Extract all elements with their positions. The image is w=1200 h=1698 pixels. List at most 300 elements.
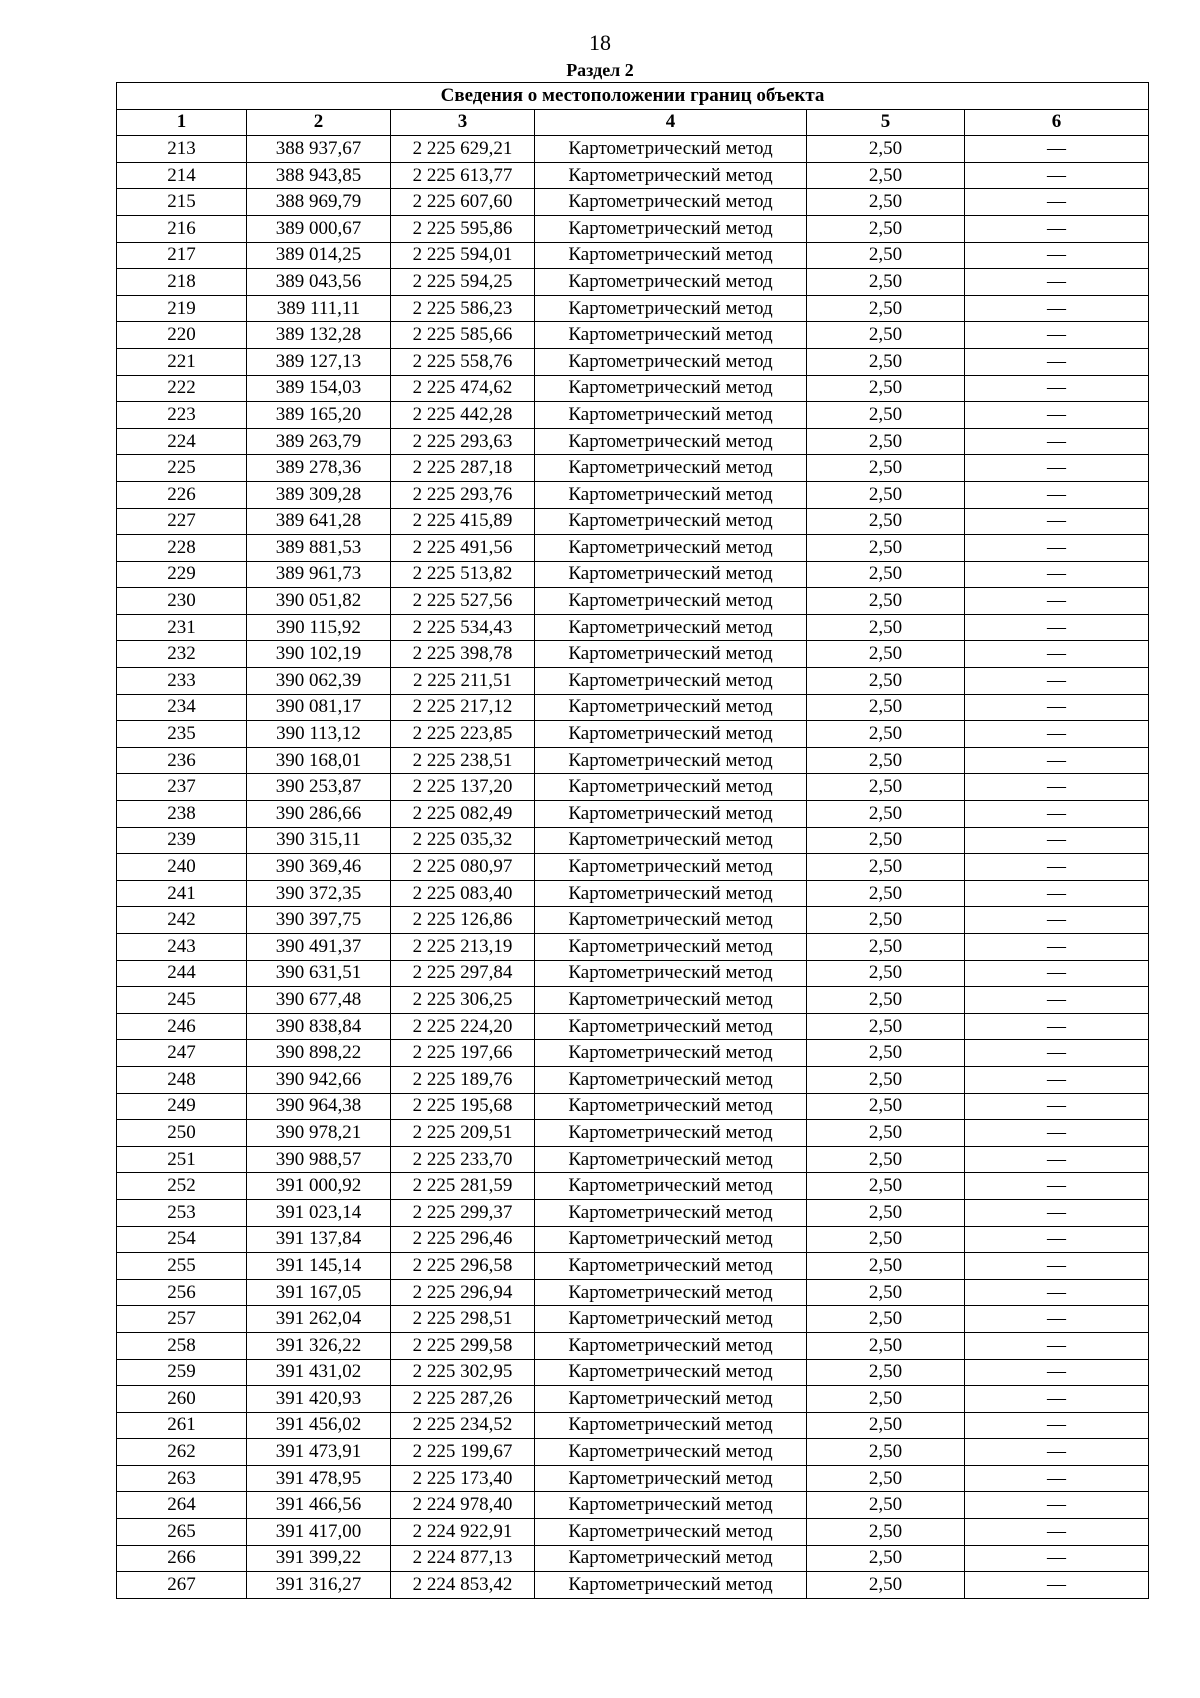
accuracy-cell: 2,50 [807, 348, 965, 375]
method-cell: Картометрический метод [535, 1572, 807, 1599]
x-coordinate-cell: 390 315,11 [247, 827, 391, 854]
y-coordinate-cell: 2 225 223,85 [391, 721, 535, 748]
point-number-cell: 259 [117, 1359, 247, 1386]
point-number-cell: 246 [117, 1013, 247, 1040]
point-number-cell: 222 [117, 375, 247, 402]
description-cell: — [965, 1253, 1149, 1280]
x-coordinate-cell: 390 369,46 [247, 854, 391, 881]
y-coordinate-cell: 2 225 558,76 [391, 348, 535, 375]
accuracy-cell: 2,50 [807, 1332, 965, 1359]
table-row [117, 1439, 1149, 1466]
point-number-cell: 256 [117, 1279, 247, 1306]
table-row [117, 1040, 1149, 1067]
description-cell: — [965, 880, 1149, 907]
table-row [117, 242, 1149, 269]
description-cell: — [965, 508, 1149, 535]
method-cell: Картометрический метод [535, 1253, 807, 1280]
method-cell: Картометрический метод [535, 1519, 807, 1546]
table-row [117, 428, 1149, 455]
table-row [117, 481, 1149, 508]
y-coordinate-cell: 2 225 224,20 [391, 1013, 535, 1040]
y-coordinate-cell: 2 225 217,12 [391, 694, 535, 721]
x-coordinate-cell: 391 167,05 [247, 1279, 391, 1306]
accuracy-cell: 2,50 [807, 987, 965, 1014]
accuracy-cell: 2,50 [807, 1306, 965, 1333]
x-coordinate-cell: 391 262,04 [247, 1306, 391, 1333]
x-coordinate-cell: 390 286,66 [247, 801, 391, 828]
description-cell: — [965, 1306, 1149, 1333]
accuracy-cell: 2,50 [807, 588, 965, 615]
accuracy-cell: 2,50 [807, 1412, 965, 1439]
accuracy-cell: 2,50 [807, 428, 965, 455]
accuracy-cell: 2,50 [807, 295, 965, 322]
accuracy-cell: 2,50 [807, 402, 965, 429]
coordinates-table [116, 82, 1149, 1599]
point-number-cell: 248 [117, 1066, 247, 1093]
method-cell: Картометрический метод [535, 721, 807, 748]
method-cell: Картометрический метод [535, 215, 807, 242]
accuracy-cell: 2,50 [807, 1519, 965, 1546]
x-coordinate-cell: 390 372,35 [247, 880, 391, 907]
y-coordinate-cell: 2 225 173,40 [391, 1465, 535, 1492]
table-row [117, 907, 1149, 934]
method-cell: Картометрический метод [535, 1332, 807, 1359]
y-coordinate-cell: 2 225 126,86 [391, 907, 535, 934]
description-cell: — [965, 561, 1149, 588]
table-row [117, 1093, 1149, 1120]
point-number-cell: 239 [117, 827, 247, 854]
accuracy-cell: 2,50 [807, 880, 965, 907]
point-number-cell: 227 [117, 508, 247, 535]
accuracy-cell: 2,50 [807, 322, 965, 349]
method-cell: Картометрический метод [535, 1173, 807, 1200]
x-coordinate-cell: 391 145,14 [247, 1253, 391, 1280]
method-cell: Картометрический метод [535, 535, 807, 562]
accuracy-cell: 2,50 [807, 215, 965, 242]
method-cell: Картометрический метод [535, 827, 807, 854]
point-number-cell: 214 [117, 162, 247, 189]
description-cell: — [965, 1173, 1149, 1200]
method-cell: Картометрический метод [535, 880, 807, 907]
accuracy-cell: 2,50 [807, 641, 965, 668]
method-cell: Картометрический метод [535, 1146, 807, 1173]
y-coordinate-cell: 2 225 613,77 [391, 162, 535, 189]
table-row [117, 668, 1149, 695]
y-coordinate-cell: 2 225 281,59 [391, 1173, 535, 1200]
method-cell: Картометрический метод [535, 1465, 807, 1492]
accuracy-cell: 2,50 [807, 481, 965, 508]
x-coordinate-cell: 390 677,48 [247, 987, 391, 1014]
description-cell: — [965, 934, 1149, 961]
point-number-cell: 265 [117, 1519, 247, 1546]
column-header-4: 4 [535, 109, 807, 136]
method-cell: Картометрический метод [535, 136, 807, 163]
method-cell: Картометрический метод [535, 375, 807, 402]
description-cell: — [965, 1199, 1149, 1226]
accuracy-cell: 2,50 [807, 1199, 965, 1226]
table-row [117, 269, 1149, 296]
method-cell: Картометрический метод [535, 189, 807, 216]
method-cell: Картометрический метод [535, 1359, 807, 1386]
y-coordinate-cell: 2 225 302,95 [391, 1359, 535, 1386]
method-cell: Картометрический метод [535, 1386, 807, 1413]
table-row [117, 588, 1149, 615]
point-number-cell: 254 [117, 1226, 247, 1253]
description-cell: — [965, 614, 1149, 641]
column-header-2: 2 [247, 109, 391, 136]
column-header-5: 5 [807, 109, 965, 136]
description-cell: — [965, 162, 1149, 189]
table-body [117, 136, 1149, 1599]
table-row [117, 614, 1149, 641]
method-cell: Картометрический метод [535, 694, 807, 721]
point-number-cell: 261 [117, 1412, 247, 1439]
y-coordinate-cell: 2 225 474,62 [391, 375, 535, 402]
y-coordinate-cell: 2 225 213,19 [391, 934, 535, 961]
table-row [117, 1572, 1149, 1599]
accuracy-cell: 2,50 [807, 1040, 965, 1067]
accuracy-cell: 2,50 [807, 1359, 965, 1386]
method-cell: Картометрический метод [535, 1013, 807, 1040]
table-caption: Сведения о местоположении границ объекта [117, 83, 1149, 110]
point-number-cell: 255 [117, 1253, 247, 1280]
description-cell: — [965, 481, 1149, 508]
point-number-cell: 245 [117, 987, 247, 1014]
y-coordinate-cell: 2 225 035,32 [391, 827, 535, 854]
accuracy-cell: 2,50 [807, 1572, 965, 1599]
accuracy-cell: 2,50 [807, 668, 965, 695]
table-row [117, 1412, 1149, 1439]
accuracy-cell: 2,50 [807, 508, 965, 535]
x-coordinate-cell: 390 491,37 [247, 934, 391, 961]
accuracy-cell: 2,50 [807, 1545, 965, 1572]
y-coordinate-cell: 2 225 189,76 [391, 1066, 535, 1093]
accuracy-cell: 2,50 [807, 1146, 965, 1173]
table-row [117, 854, 1149, 881]
x-coordinate-cell: 391 023,14 [247, 1199, 391, 1226]
method-cell: Картометрический метод [535, 1492, 807, 1519]
accuracy-cell: 2,50 [807, 535, 965, 562]
y-coordinate-cell: 2 225 233,70 [391, 1146, 535, 1173]
description-cell: — [965, 535, 1149, 562]
point-number-cell: 232 [117, 641, 247, 668]
table-row [117, 535, 1149, 562]
x-coordinate-cell: 390 051,82 [247, 588, 391, 615]
x-coordinate-cell: 389 641,28 [247, 508, 391, 535]
y-coordinate-cell: 2 225 415,89 [391, 508, 535, 535]
accuracy-cell: 2,50 [807, 242, 965, 269]
point-number-cell: 231 [117, 614, 247, 641]
accuracy-cell: 2,50 [807, 934, 965, 961]
point-number-cell: 215 [117, 189, 247, 216]
table-row [117, 1332, 1149, 1359]
y-coordinate-cell: 2 225 211,51 [391, 668, 535, 695]
method-cell: Картометрический метод [535, 1306, 807, 1333]
accuracy-cell: 2,50 [807, 854, 965, 881]
table-row [117, 987, 1149, 1014]
description-cell: — [965, 242, 1149, 269]
description-cell: — [965, 1412, 1149, 1439]
accuracy-cell: 2,50 [807, 801, 965, 828]
point-number-cell: 234 [117, 694, 247, 721]
y-coordinate-cell: 2 225 197,66 [391, 1040, 535, 1067]
point-number-cell: 233 [117, 668, 247, 695]
point-number-cell: 241 [117, 880, 247, 907]
y-coordinate-cell: 2 225 527,56 [391, 588, 535, 615]
y-coordinate-cell: 2 225 586,23 [391, 295, 535, 322]
page-number: 18 [589, 30, 611, 55]
accuracy-cell: 2,50 [807, 1226, 965, 1253]
description-cell: — [965, 1066, 1149, 1093]
description-cell: — [965, 136, 1149, 163]
description-cell: — [965, 907, 1149, 934]
method-cell: Картометрический метод [535, 668, 807, 695]
table-row [117, 641, 1149, 668]
description-cell: — [965, 1386, 1149, 1413]
accuracy-cell: 2,50 [807, 827, 965, 854]
x-coordinate-cell: 390 081,17 [247, 694, 391, 721]
accuracy-cell: 2,50 [807, 774, 965, 801]
x-coordinate-cell: 390 898,22 [247, 1040, 391, 1067]
y-coordinate-cell: 2 225 234,52 [391, 1412, 535, 1439]
point-number-cell: 260 [117, 1386, 247, 1413]
accuracy-cell: 2,50 [807, 960, 965, 987]
accuracy-cell: 2,50 [807, 1120, 965, 1147]
x-coordinate-cell: 390 113,12 [247, 721, 391, 748]
point-number-cell: 216 [117, 215, 247, 242]
point-number-cell: 242 [117, 907, 247, 934]
table-row [117, 1306, 1149, 1333]
accuracy-cell: 2,50 [807, 1465, 965, 1492]
method-cell: Картометрический метод [535, 614, 807, 641]
accuracy-cell: 2,50 [807, 455, 965, 482]
y-coordinate-cell: 2 225 209,51 [391, 1120, 535, 1147]
x-coordinate-cell: 391 399,22 [247, 1545, 391, 1572]
description-cell: — [965, 1572, 1149, 1599]
table-row [117, 1386, 1149, 1413]
x-coordinate-cell: 391 466,56 [247, 1492, 391, 1519]
method-cell: Картометрический метод [535, 481, 807, 508]
table-row [117, 1226, 1149, 1253]
description-cell: — [965, 428, 1149, 455]
y-coordinate-cell: 2 224 853,42 [391, 1572, 535, 1599]
section-title: Раздел 2 [566, 60, 634, 80]
description-cell: — [965, 375, 1149, 402]
description-cell: — [965, 322, 1149, 349]
description-cell: — [965, 455, 1149, 482]
table-row [117, 801, 1149, 828]
method-cell: Картометрический метод [535, 508, 807, 535]
y-coordinate-cell: 2 225 297,84 [391, 960, 535, 987]
table-row [117, 402, 1149, 429]
y-coordinate-cell: 2 225 607,60 [391, 189, 535, 216]
x-coordinate-cell: 391 137,84 [247, 1226, 391, 1253]
table-row [117, 1545, 1149, 1572]
table-caption-row [117, 83, 1149, 110]
point-number-cell: 230 [117, 588, 247, 615]
x-coordinate-cell: 390 397,75 [247, 907, 391, 934]
y-coordinate-cell: 2 225 594,01 [391, 242, 535, 269]
x-coordinate-cell: 389 881,53 [247, 535, 391, 562]
point-number-cell: 213 [117, 136, 247, 163]
method-cell: Картометрический метод [535, 242, 807, 269]
accuracy-cell: 2,50 [807, 721, 965, 748]
x-coordinate-cell: 391 473,91 [247, 1439, 391, 1466]
x-coordinate-cell: 391 316,27 [247, 1572, 391, 1599]
accuracy-cell: 2,50 [807, 162, 965, 189]
accuracy-cell: 2,50 [807, 1492, 965, 1519]
description-cell: — [965, 721, 1149, 748]
x-coordinate-cell: 389 000,67 [247, 215, 391, 242]
method-cell: Картометрический метод [535, 987, 807, 1014]
method-cell: Картометрический метод [535, 774, 807, 801]
table-row [117, 561, 1149, 588]
method-cell: Картометрический метод [535, 348, 807, 375]
method-cell: Картометрический метод [535, 162, 807, 189]
table-row [117, 1013, 1149, 1040]
x-coordinate-cell: 391 417,00 [247, 1519, 391, 1546]
table-row [117, 215, 1149, 242]
point-number-cell: 258 [117, 1332, 247, 1359]
accuracy-cell: 2,50 [807, 1386, 965, 1413]
table-row [117, 960, 1149, 987]
y-coordinate-cell: 2 225 298,51 [391, 1306, 535, 1333]
point-number-cell: 237 [117, 774, 247, 801]
method-cell: Картометрический метод [535, 269, 807, 296]
point-number-cell: 236 [117, 747, 247, 774]
method-cell: Картометрический метод [535, 801, 807, 828]
accuracy-cell: 2,50 [807, 747, 965, 774]
accuracy-cell: 2,50 [807, 269, 965, 296]
description-cell: — [965, 1332, 1149, 1359]
table-row [117, 1253, 1149, 1280]
accuracy-cell: 2,50 [807, 1279, 965, 1306]
accuracy-cell: 2,50 [807, 1173, 965, 1200]
y-coordinate-cell: 2 225 238,51 [391, 747, 535, 774]
y-coordinate-cell: 2 225 306,25 [391, 987, 535, 1014]
method-cell: Картометрический метод [535, 455, 807, 482]
table-row [117, 1066, 1149, 1093]
method-cell: Картометрический метод [535, 747, 807, 774]
description-cell: — [965, 827, 1149, 854]
point-number-cell: 224 [117, 428, 247, 455]
table-row [117, 1146, 1149, 1173]
y-coordinate-cell: 2 225 195,68 [391, 1093, 535, 1120]
point-number-cell: 251 [117, 1146, 247, 1173]
description-cell: — [965, 1120, 1149, 1147]
point-number-cell: 229 [117, 561, 247, 588]
point-number-cell: 217 [117, 242, 247, 269]
x-coordinate-cell: 390 988,57 [247, 1146, 391, 1173]
description-cell: — [965, 960, 1149, 987]
x-coordinate-cell: 390 631,51 [247, 960, 391, 987]
point-number-cell: 253 [117, 1199, 247, 1226]
description-cell: — [965, 1146, 1149, 1173]
point-number-cell: 223 [117, 402, 247, 429]
accuracy-cell: 2,50 [807, 136, 965, 163]
y-coordinate-cell: 2 225 299,58 [391, 1332, 535, 1359]
point-number-cell: 264 [117, 1492, 247, 1519]
y-coordinate-cell: 2 225 629,21 [391, 136, 535, 163]
point-number-cell: 244 [117, 960, 247, 987]
x-coordinate-cell: 389 278,36 [247, 455, 391, 482]
y-coordinate-cell: 2 225 082,49 [391, 801, 535, 828]
method-cell: Картометрический метод [535, 322, 807, 349]
point-number-cell: 219 [117, 295, 247, 322]
x-coordinate-cell: 391 000,92 [247, 1173, 391, 1200]
y-coordinate-cell: 2 225 287,18 [391, 455, 535, 482]
table-row [117, 322, 1149, 349]
table-row [117, 189, 1149, 216]
y-coordinate-cell: 2 225 585,66 [391, 322, 535, 349]
accuracy-cell: 2,50 [807, 375, 965, 402]
description-cell: — [965, 1040, 1149, 1067]
y-coordinate-cell: 2 225 287,26 [391, 1386, 535, 1413]
x-coordinate-cell: 391 420,93 [247, 1386, 391, 1413]
y-coordinate-cell: 2 224 922,91 [391, 1519, 535, 1546]
column-header-1: 1 [117, 109, 247, 136]
method-cell: Картометрический метод [535, 588, 807, 615]
description-cell: — [965, 1465, 1149, 1492]
y-coordinate-cell: 2 225 296,58 [391, 1253, 535, 1280]
description-cell: — [965, 1492, 1149, 1519]
y-coordinate-cell: 2 225 293,76 [391, 481, 535, 508]
method-cell: Картометрический метод [535, 1439, 807, 1466]
table-row [117, 694, 1149, 721]
method-cell: Картометрический метод [535, 854, 807, 881]
x-coordinate-cell: 390 942,66 [247, 1066, 391, 1093]
x-coordinate-cell: 389 309,28 [247, 481, 391, 508]
point-number-cell: 252 [117, 1173, 247, 1200]
point-number-cell: 235 [117, 721, 247, 748]
y-coordinate-cell: 2 225 296,46 [391, 1226, 535, 1253]
point-number-cell: 221 [117, 348, 247, 375]
accuracy-cell: 2,50 [807, 694, 965, 721]
y-coordinate-cell: 2 224 978,40 [391, 1492, 535, 1519]
x-coordinate-cell: 389 132,28 [247, 322, 391, 349]
table-row [117, 136, 1149, 163]
point-number-cell: 238 [117, 801, 247, 828]
accuracy-cell: 2,50 [807, 561, 965, 588]
method-cell: Картометрический метод [535, 1226, 807, 1253]
table-row [117, 827, 1149, 854]
method-cell: Картометрический метод [535, 1066, 807, 1093]
x-coordinate-cell: 391 478,95 [247, 1465, 391, 1492]
column-header-6: 6 [965, 109, 1149, 136]
y-coordinate-cell: 2 225 398,78 [391, 641, 535, 668]
x-coordinate-cell: 389 127,13 [247, 348, 391, 375]
table-row [117, 1492, 1149, 1519]
accuracy-cell: 2,50 [807, 1013, 965, 1040]
table-row [117, 455, 1149, 482]
method-cell: Картометрический метод [535, 1040, 807, 1067]
x-coordinate-cell: 390 115,92 [247, 614, 391, 641]
table-row [117, 721, 1149, 748]
point-number-cell: 257 [117, 1306, 247, 1333]
y-coordinate-cell: 2 225 442,28 [391, 402, 535, 429]
point-number-cell: 243 [117, 934, 247, 961]
y-coordinate-cell: 2 225 534,43 [391, 614, 535, 641]
method-cell: Картометрический метод [535, 295, 807, 322]
description-cell: — [965, 747, 1149, 774]
description-cell: — [965, 215, 1149, 242]
method-cell: Картометрический метод [535, 1120, 807, 1147]
description-cell: — [965, 1093, 1149, 1120]
x-coordinate-cell: 388 969,79 [247, 189, 391, 216]
x-coordinate-cell: 390 838,84 [247, 1013, 391, 1040]
y-coordinate-cell: 2 225 491,56 [391, 535, 535, 562]
method-cell: Картометрический метод [535, 907, 807, 934]
